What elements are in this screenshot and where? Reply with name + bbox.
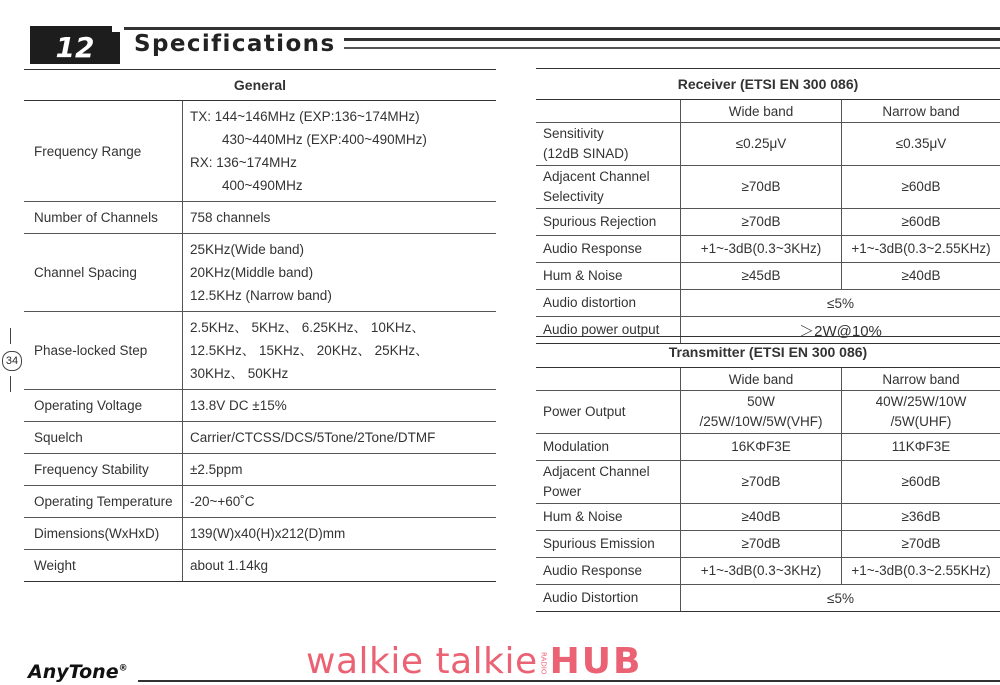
spec-value-narrow: ≥36dB — [842, 504, 1000, 531]
spec-value-wide: +1~-3dB(0.3~3KHz) — [681, 236, 842, 263]
spec-label: Audio Response — [536, 558, 681, 585]
spec-value — [183, 422, 497, 454]
spec-value-wide: ≥70dB — [681, 166, 842, 209]
spec-value-narrow: +1~-3dB(0.3~2.55KHz) — [842, 236, 1000, 263]
spec-value-wide: ≥70dB — [681, 209, 842, 236]
spec-label: Frequency Range — [24, 101, 183, 202]
spec-value-line: RX: 136~174MHz — [190, 155, 297, 170]
transmitter-table-body — [536, 368, 1000, 612]
section-title: Specifications — [134, 31, 336, 57]
transmitter-table-row — [536, 434, 1000, 461]
spec-label: Audio Distortion — [536, 585, 681, 612]
receiver-column-header-row — [536, 100, 1000, 123]
spec-label: Channel Spacing — [24, 234, 183, 312]
general-table-row — [24, 454, 496, 486]
receiver-table-row — [536, 209, 1000, 236]
spec-label: Spurious Emission — [536, 531, 681, 558]
spec-value — [183, 550, 497, 582]
receiver-table-row — [536, 236, 1000, 263]
transmitter-table-title: Transmitter (ETSI EN 300 086) — [536, 337, 1000, 368]
column-header-wide: Wide band — [681, 368, 842, 391]
column-header-wide: Wide band — [681, 100, 842, 123]
brand-name: AnyTone — [28, 661, 119, 683]
spec-value-narrow: ≥60dB — [842, 461, 1000, 504]
spec-label: Adjacent Channel Selectivity — [536, 166, 681, 209]
spec-value-line: 12.5KHz、 15KHz、 20KHz、 25KHz、 — [190, 343, 429, 358]
page-number-rule — [10, 376, 11, 392]
spec-value — [183, 101, 497, 202]
transmitter-table-row — [536, 531, 1000, 558]
spec-value-line: 758 channels — [190, 210, 271, 225]
spec-value-line: about 1.14kg — [190, 558, 269, 573]
transmitter-table-row — [536, 391, 1000, 434]
column-header-narrow: Narrow band — [842, 368, 1000, 391]
spec-value-narrow: ≥70dB — [842, 531, 1000, 558]
spec-value-both-bands: ≤5% — [681, 290, 1000, 317]
spec-value — [183, 202, 497, 234]
general-table-body — [24, 101, 496, 582]
spec-value-line: ±2.5ppm — [190, 462, 243, 477]
spec-value-wide: 16KΦF3E — [681, 434, 842, 461]
general-table-row — [24, 518, 496, 550]
general-table-row — [24, 486, 496, 518]
spec-label: Weight — [24, 550, 183, 582]
section-number: 12 — [30, 32, 120, 64]
transmitter-spec-table — [536, 336, 1000, 612]
header-rule — [344, 38, 1000, 41]
spec-value — [183, 454, 497, 486]
spec-value-line: 2.5KHz、 5KHz、 6.25KHz、 10KHz、 — [190, 320, 425, 335]
spec-label: Modulation — [536, 434, 681, 461]
spec-value-wide: ≥45dB — [681, 263, 842, 290]
general-table-title: General — [24, 70, 496, 101]
spec-value-both-bands: ＞2W@10% — [681, 317, 1000, 344]
page-number-rule — [10, 328, 11, 344]
column-header-blank — [536, 368, 681, 391]
general-table-row — [24, 422, 496, 454]
spec-value — [183, 234, 497, 312]
receiver-table-row — [536, 166, 1000, 209]
spec-value-line: 139(W)x40(H)x212(D)mm — [190, 526, 346, 541]
spec-value — [183, 518, 497, 550]
spec-value-wide: +1~-3dB(0.3~3KHz) — [681, 558, 842, 585]
spec-value-both-bands: ≤5% — [681, 585, 1000, 612]
page-number: 34 — [2, 351, 22, 371]
spec-value-narrow: ≤0.35μV — [842, 123, 1000, 166]
brand-registered-mark: ® — [118, 663, 128, 674]
spec-value-line: Carrier/CTCSS/DCS/5Tone/2Tone/DTMF — [190, 430, 436, 445]
spec-value-line: -20~+60˚C — [190, 494, 255, 509]
spec-label: Spurious Rejection — [536, 209, 681, 236]
general-spec-table — [24, 69, 496, 582]
spec-value-wide: 50W /25W/10W/5W(VHF) — [681, 391, 842, 434]
spec-label: Adjacent Channel Power — [536, 461, 681, 504]
column-header-blank — [536, 100, 681, 123]
spec-value-narrow: 40W/25W/10W /5W(UHF) — [842, 391, 1000, 434]
general-table-row — [24, 550, 496, 582]
spec-value-narrow: ≥60dB — [842, 209, 1000, 236]
spec-value-narrow: ≥60dB — [842, 166, 1000, 209]
watermark-tag: RADIO — [539, 651, 548, 675]
spec-value-line: 20KHz(Middle band) — [190, 265, 314, 280]
general-table-row — [24, 234, 496, 312]
spec-label: Dimensions(WxHxD) — [24, 518, 183, 550]
spec-label: Audio power output — [536, 317, 681, 344]
spec-value — [183, 312, 497, 390]
header-rule — [344, 47, 1000, 49]
brand-logo — [28, 661, 128, 683]
spec-label: Phase-locked Step — [24, 312, 183, 390]
transmitter-table-row — [536, 461, 1000, 504]
spec-label: Frequency Stability — [24, 454, 183, 486]
section-header — [22, 14, 1000, 62]
spec-value-narrow: +1~-3dB(0.3~2.55KHz) — [842, 558, 1000, 585]
spec-value-wide: ≥70dB — [681, 531, 842, 558]
spec-value-wide: ≥70dB — [681, 461, 842, 504]
spec-value-narrow: ≥40dB — [842, 263, 1000, 290]
spec-label: Hum & Noise — [536, 263, 681, 290]
spec-value-line: TX: 144~146MHz (EXP:136~174MHz) — [190, 109, 420, 124]
receiver-table-row — [536, 123, 1000, 166]
spec-value — [183, 486, 497, 518]
spec-value-wide: ≤0.25μV — [681, 123, 842, 166]
spec-value — [183, 390, 497, 422]
general-table-row — [24, 390, 496, 422]
receiver-table-body — [536, 100, 1000, 344]
watermark-hub: HUB — [549, 641, 643, 682]
transmitter-column-header-row — [536, 368, 1000, 391]
general-table-row — [24, 101, 496, 202]
spec-value-line: 400~490MHz — [222, 178, 303, 193]
spec-label: Operating Temperature — [24, 486, 183, 518]
receiver-table-title: Receiver (ETSI EN 300 086) — [536, 69, 1000, 100]
spec-value-line: 430~440MHz (EXP:400~490MHz) — [222, 132, 427, 147]
transmitter-table-row — [536, 585, 1000, 612]
spec-label: Hum & Noise — [536, 504, 681, 531]
spec-label: Squelch — [24, 422, 183, 454]
spec-value-narrow: 11KΦF3E — [842, 434, 1000, 461]
spec-value-wide: ≥40dB — [681, 504, 842, 531]
spec-value-line: 25KHz(Wide band) — [190, 242, 305, 257]
receiver-table-row — [536, 263, 1000, 290]
general-table-row — [24, 312, 496, 390]
spec-label: Number of Channels — [24, 202, 183, 234]
spec-label: Audio distortion — [536, 290, 681, 317]
header-rule — [124, 27, 1000, 30]
general-table-row — [24, 202, 496, 234]
column-header-narrow: Narrow band — [842, 100, 1000, 123]
receiver-table-row — [536, 290, 1000, 317]
receiver-spec-table — [536, 68, 1000, 344]
watermark — [306, 641, 642, 682]
spec-value-line: 13.8V DC ±15% — [190, 398, 287, 413]
spec-value-line: 30KHz、 50KHz — [190, 366, 289, 381]
spec-label: Audio Response — [536, 236, 681, 263]
spec-value-line: 12.5KHz (Narrow band) — [190, 288, 332, 303]
spec-label: Sensitivity (12dB SINAD) — [536, 123, 681, 166]
transmitter-table-row — [536, 504, 1000, 531]
spec-label: Operating Voltage — [24, 390, 183, 422]
watermark-text: walkie talkie — [306, 641, 538, 682]
spec-label: Power Output — [536, 391, 681, 434]
transmitter-table-row — [536, 558, 1000, 585]
